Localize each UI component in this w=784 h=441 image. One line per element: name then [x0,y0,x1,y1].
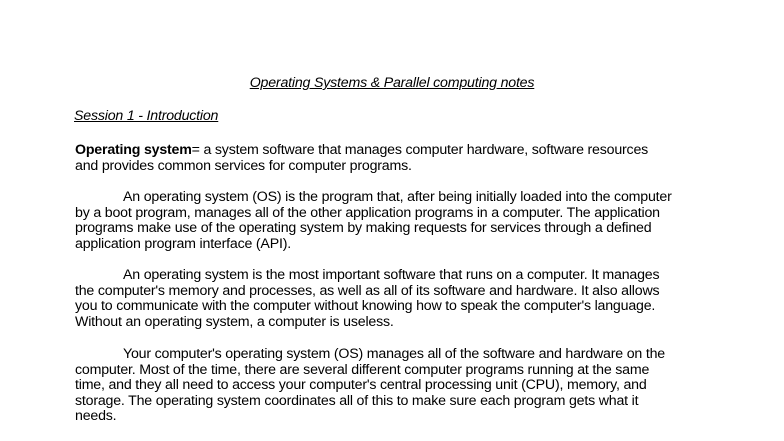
definition-paragraph [75,143,735,174]
paragraph-line: storage. The operating system coordinates all of this to make sure each program gets what it [75,392,639,409]
paragraph-line: and provides common services for computer programs. [75,157,412,174]
paragraph-line: the computer's memory and processes, as well as all of its software and hardware. It also allows [75,282,660,299]
definition-text: = a system software that manages computer hardware, software resources [191,142,649,158]
paragraph-text: An operating system (OS) is the program that, after being initially loaded into the computer [123,189,672,205]
paragraph-line: by a boot program, manages all of the other application programs in a computer. The application [75,204,660,221]
document-title: Operating Systems & Parallel computing notes [249,75,535,91]
paragraph-line [75,268,735,284]
paragraph-text: Your computer's operating system (OS) manages all of the software and hardware on the [123,346,665,362]
paragraph-line [75,143,735,159]
paragraph-line: time, and they all need to access your computer's central processing unit (CPU), memory, and [75,377,647,394]
paragraph-os-program [75,190,735,252]
paragraph-line: computer. Most of the time, there are several different computer programs running at the same [75,361,650,378]
paragraph-line: needs. [75,408,117,425]
session-heading: Session 1 - Introduction [74,108,219,124]
definition-term: Operating system [75,142,192,158]
paragraph-os-importance [75,268,735,330]
paragraph-line [75,347,735,363]
paragraph-line: application program interface (API). [75,235,291,252]
paragraph-os-coordination [75,347,735,425]
paragraph-line: Without an operating system, a computer is useless. [75,313,394,330]
paragraph-line [75,190,735,206]
paragraph-line: you to communicate with the computer without knowing how to speak the computer's language. [75,298,656,315]
paragraph-text: An operating system is the most important software that runs on a computer. It manages [123,267,660,283]
paragraph-line: programs make use of the operating system by making requests for services through a defined [75,220,652,237]
